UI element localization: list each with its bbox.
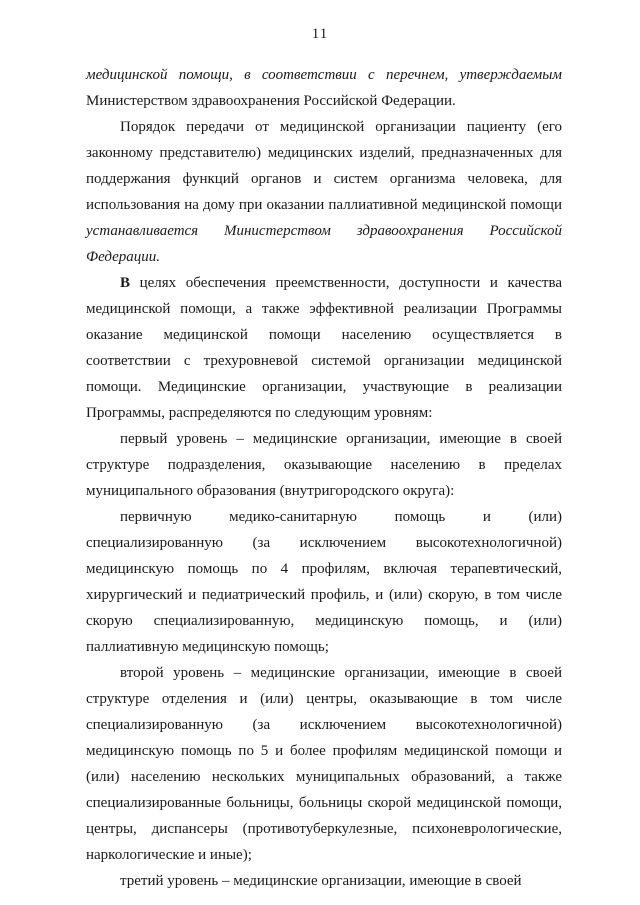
paragraph-5 xyxy=(86,504,562,660)
paragraph-3-lead: В xyxy=(120,275,131,291)
paragraph-1-text: Министерством здравоохранения Российской Федерации. xyxy=(86,93,456,109)
paragraph-6 xyxy=(86,660,562,868)
paragraph-7-text: третий уровень – медицинские организации, имеющие в своей xyxy=(120,873,522,889)
page-number: 11 xyxy=(311,26,329,42)
paragraph-3 xyxy=(86,270,562,426)
paragraph-7 xyxy=(86,868,562,894)
paragraph-6-text: второй уровень – медицинские организации, имеющие в своей структуре отделения и (или) центры, оказывающие в том числе специализированную (за исключением высокотехнологичной) медицинскую помощь по 5 и более профилям медицинской помощи и (или) населению нескольких муниципальных образований, а также специализированные больницы, больницы скорой медицинской помощи, центры, диспансеры (противотуберкулезные, психоневрологические, наркологические и иные); xyxy=(86,665,562,863)
paragraph-1 xyxy=(86,62,562,114)
document-body xyxy=(86,62,562,894)
paragraph-5-text: первичную медико-санитарную помощь и (или) специализированную (за исключением высокотехнологичной) медицинскую помощь по 4 профилям, включая терапевтический, хирургический и педиатрический профиль, и (или) скорую, в том числе скорую специализированную, медицинскую помощь, и (или) паллиативную медицинскую помощь; xyxy=(86,509,562,655)
paragraph-2-italic: устанавливается Министерством здравоохранения Российской Федерации. xyxy=(86,223,562,265)
paragraph-2 xyxy=(86,114,562,270)
paragraph-1-italic: медицинской помощи, в соответствии с перечнем, утверждаемым xyxy=(86,67,562,83)
paragraph-2-text: Порядок передачи от медицинской организации пациенту (его законному представителю) медицинских изделий, предназначенных для поддержания функций органов и систем организма человека, для использования на дому при оказании паллиативной медицинской помощи xyxy=(86,119,562,213)
paragraph-4 xyxy=(86,426,562,504)
paragraph-3-text: целях обеспечения преемственности, доступности и качества медицинской помощи, а также эффективной реализации Программы оказание медицинской помощи населению осуществляется в соответствии с трехуровневой системой организации медицинской помощи. Медицинские организации, участвующие в реализации Программы, распределяются по следующим уровням: xyxy=(86,275,562,421)
paragraph-4-text: первый уровень – медицинские организации, имеющие в своей структуре подразделения, оказывающие населению в пределах муниципального образования (внутригородского округа): xyxy=(86,431,562,499)
